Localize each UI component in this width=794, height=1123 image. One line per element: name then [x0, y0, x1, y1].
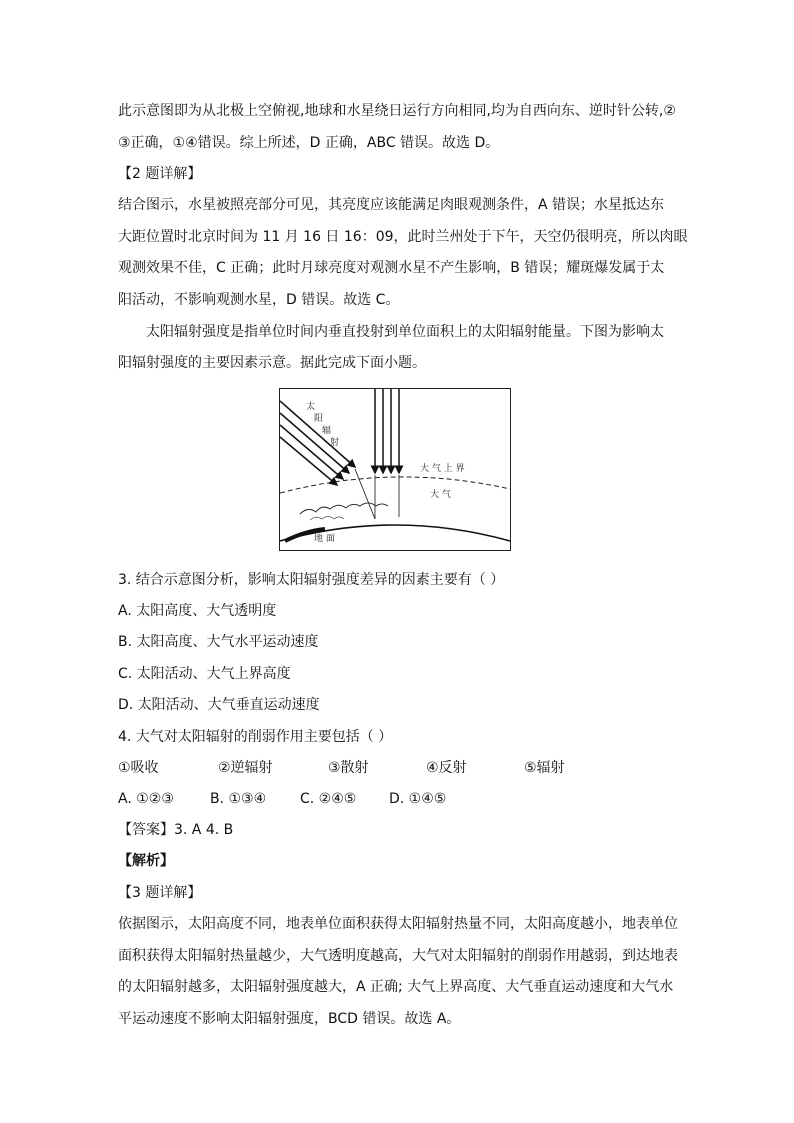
q4-choice: B. ①③④: [210, 791, 267, 807]
label-solar-radiation-1: 太: [306, 402, 316, 412]
label-upper-atmosphere: 大 气 上 界: [420, 464, 465, 474]
slanted-ray: [280, 425, 343, 479]
question-4-items: [118, 758, 698, 778]
explanation-line: 平运动速度不影响太阳辐射强度，BCD 错误。故选 A。: [118, 1011, 461, 1027]
explanation-line: 面积获得太阳辐射热量越少，大气透明度越高，大气对太阳辐射的削弱作用越弱，到达地表: [118, 948, 678, 964]
paragraph-line: 大距位置时北京时间为 11 月 16 日 16：09，此时兰州处于下午，天空仍很明亮，所以肉眼: [118, 229, 688, 245]
section-heading: 【2 题详解】: [118, 166, 202, 182]
question-3-stem: 3. 结合示意图分析，影响太阳辐射强度差异的因素主要有（ ）: [118, 572, 505, 588]
q4-item: ③散射: [328, 760, 369, 776]
q4-choice: A. ①②③: [118, 791, 174, 807]
paragraph-line: ③正确，①④错误。综上所述，D 正确，ABC 错误。故选 D。: [118, 135, 500, 151]
label-solar-radiation-4: 射: [330, 438, 340, 448]
solar-radiation-diagram: [280, 389, 510, 550]
intro-paragraph-line: 太阳辐射强度是指单位时间内垂直投射到单位面积上的太阳辐射能量。下图为影响太: [146, 324, 664, 340]
section-heading: 【3 题详解】: [118, 885, 202, 901]
intro-paragraph-line: 阳辐射强度的主要因素示意。据此完成下面小题。: [118, 355, 426, 371]
q4-choice: C. ②④⑤: [300, 791, 357, 807]
q4-choice: D. ①④⑤: [389, 791, 447, 807]
label-ground: 地 面: [314, 534, 335, 544]
label-atmosphere: 大 气: [430, 490, 451, 500]
paragraph-line: 阳活动，不影响观测水星，D 错误。故选 C。: [118, 292, 400, 308]
explanation-line: 依据图示，太阳高度不同，地表单位面积获得太阳辐射热量不同，太阳高度越小，地表单位: [118, 916, 678, 932]
projection-line: [355, 469, 375, 519]
question-3-option-a: A. 太阳高度、大气透明度: [118, 603, 277, 619]
q4-item: ⑤辐射: [524, 760, 565, 776]
explanation-line: 的太阳辐射越多，太阳辐射强度越大，A 正确; 大气上界高度、大气垂直运动速度和大气水: [118, 979, 674, 995]
question-4-stem: 4. 大气对太阳辐射的削弱作用主要包括（ ）: [118, 729, 393, 745]
upper-atmosphere-boundary: [280, 477, 510, 493]
question-3-option-c: C. 太阳活动、大气上界高度: [118, 666, 291, 682]
cloud-shape: [310, 517, 344, 521]
q4-item: ①吸收: [118, 760, 159, 776]
solar-radiation-figure: [279, 388, 511, 551]
paragraph-line: 此示意图即为从北极上空俯视,地球和水星绕日运行方向相同,均为自西向东、逆时针公转,②: [118, 103, 676, 119]
q4-item: ②逆辐射: [218, 760, 273, 776]
question-3-option-d: D. 太阳活动、大气垂直运动速度: [118, 697, 320, 713]
answer-line: 【答案】3. A 4. B: [118, 822, 234, 838]
paragraph-line: 观测效果不佳，C 正确；此时月球亮度对观测水星不产生影响，B 错误；耀斑爆发属于太: [118, 260, 665, 276]
analysis-heading: 【解析】: [118, 853, 174, 869]
q4-item: ④反射: [426, 760, 467, 776]
label-solar-radiation-2: 阳: [314, 414, 324, 424]
paragraph-line: 结合图示，水星被照亮部分可见，其亮度应该能满足肉眼观测条件，A 错误；水星抵达东: [118, 197, 665, 213]
question-3-option-b: B. 太阳高度、大气水平运动速度: [118, 634, 319, 650]
label-solar-radiation-3: 辐: [322, 426, 332, 436]
question-4-choices: [118, 789, 698, 809]
